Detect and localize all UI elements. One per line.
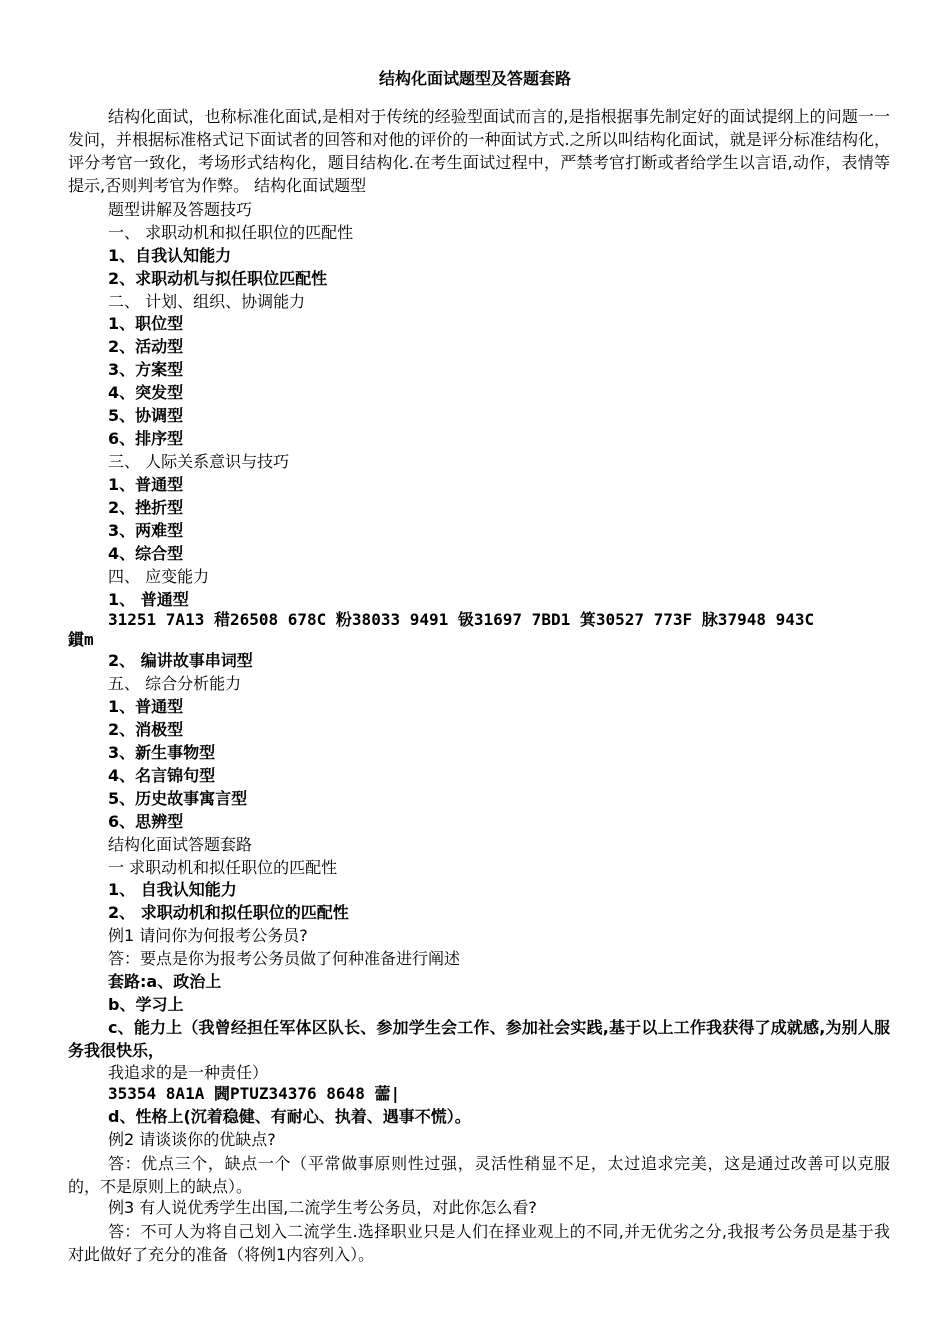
section-heading: 四、 应变能力 (108, 567, 210, 586)
list-item: 1、普通型 (108, 475, 184, 494)
list-item: 2、消极型 (108, 720, 184, 739)
list-item: 2、挫折型 (108, 498, 184, 517)
list-item: 套路:a、政治上 (108, 972, 222, 991)
example-answer: 答：要点是你为报考公务员做了何种准备进行阐述 (108, 949, 461, 968)
list-item: 1、 自我认知能力 (108, 880, 237, 899)
list-item: 2、 求职动机和拟任职位的匹配性 (108, 903, 349, 922)
list-item: 1、普通型 (108, 697, 184, 716)
section-heading: 一、 求职动机和拟任职位的匹配性 (108, 223, 354, 242)
list-item: 2、 编讲故事串词型 (108, 651, 253, 670)
section-heading: 二、 计划、组织、协调能力 (108, 292, 306, 311)
list-item: 6、排序型 (108, 429, 184, 448)
list-item: 6、思辨型 (108, 812, 184, 831)
list-item: 3、新生事物型 (108, 743, 216, 762)
list-item: 题型讲解及答题技巧 (108, 200, 253, 219)
list-item: 5、协调型 (108, 406, 184, 425)
example-question: 例1 请问你为何报考公务员? (108, 926, 308, 945)
example-question: 例2 请谈谈你的优缺点? (108, 1130, 276, 1149)
list-item: 3、方案型 (108, 360, 184, 379)
list-item: 2、活动型 (108, 337, 184, 356)
intro-paragraph: 结构化面试，也称标准化面试,是相对于传统的经验型面试而言的,是指根据事先制定好的面试提纲上的问题一一发问，并根据标准格式记下面试者的回答和对他的评价的一种面试方式.之所以叫结构化面试，就是评分标准结构化，评分考官一致化，考场形式结构化，题目结构化.在考生面试过程中，严禁考官打断或者给学生以言语,动作，表情等提示,否则判考官为作弊。 结构化面试题型 (68, 107, 890, 195)
list-item: 1、职位型 (108, 314, 184, 333)
example-answer: 答：优点三个，缺点一个（平常做事原则性过强，灵活性稍显不足，太过追求完美，这是通过改善可以克服的，不是原则上的缺点）。 (68, 1154, 890, 1196)
list-item: 1、 普通型 (108, 590, 189, 609)
code-line-continuation: 鏆m (68, 630, 94, 649)
section-heading: 一 求职动机和拟任职位的匹配性 (108, 858, 338, 877)
code-line: 35354 8A1A 閪PTUZ34376 8648 蘦| (108, 1084, 401, 1103)
list-item: 2、求职动机与拟任职位匹配性 (108, 269, 328, 288)
ability-paragraph: c、能力上（我曾经担任军体区队长、参加学生会工作、参加社会实践,基于以上工作我获得了成就感,为别人服务我很快乐， (68, 1018, 890, 1060)
list-item: b、学习上 (108, 995, 184, 1014)
section-heading: 五、 综合分析能力 (108, 674, 242, 693)
list-item: d、性格上(沉着稳健、有耐心、执着、遇事不慌）。 (108, 1107, 471, 1126)
list-item: 5、历史故事寓言型 (108, 789, 248, 808)
document-title: 结构化面试题型及答题套路 (378, 69, 571, 88)
section-heading: 三、 人际关系意识与技巧 (108, 452, 290, 471)
section-heading: 结构化面试答题套路 (108, 835, 253, 854)
list-item: 4、突发型 (108, 383, 184, 402)
list-item: 3、两难型 (108, 521, 184, 540)
code-line: 31251 7A13 稓26508 678C 粉38033 9491 钑31697 7BD1 箕30527 773F 脉37948 943C (108, 610, 815, 629)
example-answer: 答：不可人为将自己划入二流学生.选择职业只是人们在择业观上的不同,并无优劣之分,我报考公务员是基于我对此做好了充分的准备（将例1内容列入）。 (68, 1222, 890, 1264)
list-item: 4、名言锦句型 (108, 766, 216, 785)
example-question: 例3 有人说优秀学生出国,二流学生考公务员，对此你怎么看? (108, 1198, 537, 1217)
responsibility-line: 我追求的是一种责任） (108, 1063, 269, 1082)
list-item: 1、自我认知能力 (108, 246, 232, 265)
list-item: 4、综合型 (108, 544, 184, 563)
